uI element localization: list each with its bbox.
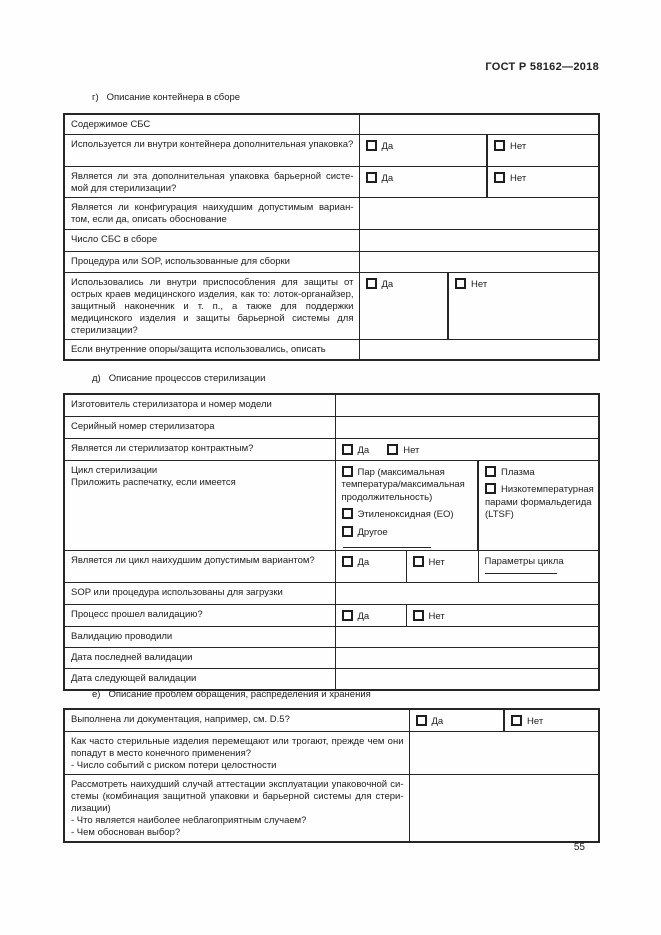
yes-cell bbox=[335, 551, 406, 583]
question-cell: Является ли стерилизатор контрактным? bbox=[64, 438, 335, 460]
question-line: Приложить распечатку, если имеется bbox=[71, 476, 236, 488]
table-row bbox=[64, 731, 599, 774]
section-title: Описание контейнера в сборе bbox=[106, 92, 241, 103]
question-line: - Число событий с риском потери целостности bbox=[71, 759, 277, 771]
answer-field bbox=[359, 229, 599, 251]
section-title: Описание проблем обращения, распределения и хранения bbox=[108, 689, 371, 700]
checkbox-label: Нет bbox=[510, 140, 527, 152]
checkbox-label: Нет bbox=[428, 611, 445, 622]
table-row bbox=[64, 460, 599, 551]
table-row bbox=[64, 583, 599, 605]
option-label: Другое bbox=[357, 526, 388, 538]
checkbox-icon[interactable] bbox=[494, 172, 505, 183]
option-label: Этиленоксидная (EO) bbox=[357, 509, 454, 520]
cycle-params-cell bbox=[478, 551, 599, 583]
write-in-line bbox=[485, 573, 557, 574]
cycle-options-cell bbox=[478, 460, 599, 551]
answer-field bbox=[409, 731, 599, 774]
question-cell: Содержимое СБС bbox=[64, 114, 359, 134]
question-cell: Выполнена ли документация, например, см. D.5? bbox=[64, 709, 409, 731]
table-row bbox=[64, 114, 599, 134]
option-label: Низкотемпературная парами формальдегида (LTSF) bbox=[485, 484, 594, 520]
table-row bbox=[64, 251, 599, 272]
yes-cell bbox=[409, 709, 504, 731]
question-cell: Является ли эта дополнительная упаковка барьерной системой для стерилизации? bbox=[64, 166, 359, 197]
table-row bbox=[64, 166, 599, 197]
checkbox-icon[interactable] bbox=[366, 140, 377, 151]
checkbox-icon[interactable] bbox=[342, 466, 353, 477]
question-cell: Процесс прошел валидацию? bbox=[64, 605, 335, 627]
question-cell: Изготовитель стерилизатора и номер модели bbox=[64, 394, 335, 416]
table-row bbox=[64, 438, 599, 460]
checkbox-icon[interactable] bbox=[494, 140, 505, 151]
question-cell: Если внутренние опоры/защита использовались, описать bbox=[64, 339, 359, 360]
write-in-line bbox=[343, 547, 431, 548]
checkbox-icon[interactable] bbox=[511, 715, 522, 726]
checkbox-icon[interactable] bbox=[342, 444, 353, 455]
table-row bbox=[64, 197, 599, 229]
question-cell: SOP или процедура использованы для загрузки bbox=[64, 583, 335, 605]
answer-field bbox=[359, 197, 599, 229]
table-row bbox=[64, 774, 599, 842]
checkbox-icon[interactable] bbox=[413, 610, 424, 621]
question-cell: Является ли конфигурация наихудшим допустимым вариантом, если да, описать обоснование bbox=[64, 197, 359, 229]
checkbox-icon[interactable] bbox=[455, 278, 466, 289]
question-cell: Дата последней валидации bbox=[64, 648, 335, 669]
cycle-options-cell bbox=[335, 460, 478, 551]
table-row bbox=[64, 339, 599, 360]
checkbox-icon[interactable] bbox=[342, 556, 353, 567]
table-row bbox=[64, 709, 599, 731]
question-cell bbox=[64, 460, 335, 551]
section-label-e bbox=[92, 689, 371, 700]
table-row bbox=[64, 605, 599, 627]
checkbox-icon[interactable] bbox=[342, 610, 353, 621]
checkbox-icon[interactable] bbox=[485, 466, 496, 477]
question-line: Цикл стерилизации bbox=[71, 464, 158, 476]
question-cell: Процедура или SOP, использованные для сборки bbox=[64, 251, 359, 272]
checkbox-icon[interactable] bbox=[366, 172, 377, 183]
no-cell bbox=[487, 134, 599, 166]
question-cell: Является ли цикл наихудшим допустимым вариантом? bbox=[64, 551, 335, 583]
question-cell bbox=[64, 774, 409, 842]
question-cell bbox=[64, 731, 409, 774]
no-cell bbox=[406, 605, 599, 627]
checkbox-label: Нет bbox=[510, 172, 527, 184]
checkbox-label: Нет bbox=[471, 278, 488, 290]
answer-field bbox=[335, 627, 599, 648]
yes-cell bbox=[335, 605, 406, 627]
yes-no-cell bbox=[335, 438, 599, 460]
answer-field bbox=[335, 416, 599, 438]
answer-field bbox=[335, 669, 599, 690]
answer-field bbox=[359, 114, 599, 134]
table-row bbox=[64, 627, 599, 648]
question-cell: Серийный номер стерилизатора bbox=[64, 416, 335, 438]
table-row bbox=[64, 229, 599, 251]
checkbox-label: Да bbox=[381, 140, 394, 152]
checkbox-label: Да bbox=[381, 278, 394, 290]
question-cell: Валидацию проводили bbox=[64, 627, 335, 648]
yes-cell bbox=[359, 272, 448, 339]
question-line: Как часто стерильные изделия перемещают или трогают, прежде чем они попадут в место конечного применения? bbox=[71, 735, 404, 759]
question-cell: Используется ли внутри контейнера дополнительная упаковка? bbox=[64, 134, 359, 166]
section-marker: е) bbox=[92, 689, 101, 700]
doc-number: ГОСТ Р 58162—2018 bbox=[485, 61, 599, 73]
answer-field bbox=[359, 339, 599, 360]
question-line: - Чем обоснован выбор? bbox=[71, 826, 181, 838]
question-cell: Число СБС в сборе bbox=[64, 229, 359, 251]
section-label-g bbox=[92, 92, 240, 103]
checkbox-label: Да bbox=[357, 557, 370, 568]
table-sterilization-process bbox=[63, 393, 600, 691]
yes-cell bbox=[359, 166, 487, 197]
answer-field bbox=[335, 583, 599, 605]
checkbox-icon[interactable] bbox=[485, 483, 496, 494]
page-number: 55 bbox=[573, 842, 585, 853]
table-row bbox=[64, 551, 599, 583]
table-row bbox=[64, 416, 599, 438]
yes-cell bbox=[359, 134, 487, 166]
checkbox-label: Да bbox=[357, 611, 370, 622]
checkbox-label: Да bbox=[381, 172, 394, 184]
no-cell bbox=[504, 709, 599, 731]
table-container-assembly bbox=[63, 113, 600, 361]
answer-field bbox=[335, 394, 599, 416]
section-marker: г) bbox=[92, 92, 99, 103]
option-label: Пар (максимальная температура/максимальная продолжительность) bbox=[341, 466, 465, 503]
table-row bbox=[64, 394, 599, 416]
answer-field bbox=[409, 774, 599, 842]
checkbox-icon[interactable] bbox=[413, 556, 424, 567]
section-marker: д) bbox=[92, 373, 101, 384]
checkbox-label: Нет bbox=[428, 557, 445, 568]
checkbox-icon[interactable] bbox=[342, 508, 353, 519]
answer-field bbox=[359, 251, 599, 272]
section-label-d bbox=[92, 373, 265, 384]
table-row bbox=[64, 669, 599, 690]
no-cell bbox=[448, 272, 599, 339]
checkbox-label: Да bbox=[431, 716, 444, 727]
section-title: Описание процессов стерилизации bbox=[108, 373, 266, 384]
cycle-params-label: Параметры цикла bbox=[484, 556, 564, 567]
checkbox-label: Нет bbox=[527, 716, 544, 727]
checkbox-icon[interactable] bbox=[387, 444, 398, 455]
question-cell: Дата следующей валидации bbox=[64, 669, 335, 690]
table-handling-distribution-storage bbox=[63, 708, 600, 843]
option-label: Плазма bbox=[501, 466, 535, 478]
no-cell bbox=[406, 551, 478, 583]
answer-field bbox=[335, 648, 599, 669]
table-row bbox=[64, 272, 599, 339]
checkbox-label: Нет bbox=[403, 444, 420, 456]
question-line: - Что является наиболее неблагоприятным случаем? bbox=[71, 814, 307, 826]
checkbox-label: Да bbox=[357, 444, 370, 456]
no-cell bbox=[487, 166, 599, 197]
question-cell: Использовались ли внутри приспособления для защиты от острых краев медицинского изделия, как то: лоток-органайзер, защитный наконечник и т. п., а также для поддержки медицинского изделия и защиты барьерной системы для стерилизации? bbox=[64, 272, 359, 339]
table-row bbox=[64, 134, 599, 166]
checkbox-icon[interactable] bbox=[416, 715, 427, 726]
checkbox-icon[interactable] bbox=[342, 526, 353, 537]
question-line: Рассмотреть наихудший случай аттестации эксплуатации упаковочной системы (комбинация защитной упаковки и барьерной системы для стерилизации) bbox=[71, 778, 404, 814]
checkbox-icon[interactable] bbox=[366, 278, 377, 289]
table-row bbox=[64, 648, 599, 669]
